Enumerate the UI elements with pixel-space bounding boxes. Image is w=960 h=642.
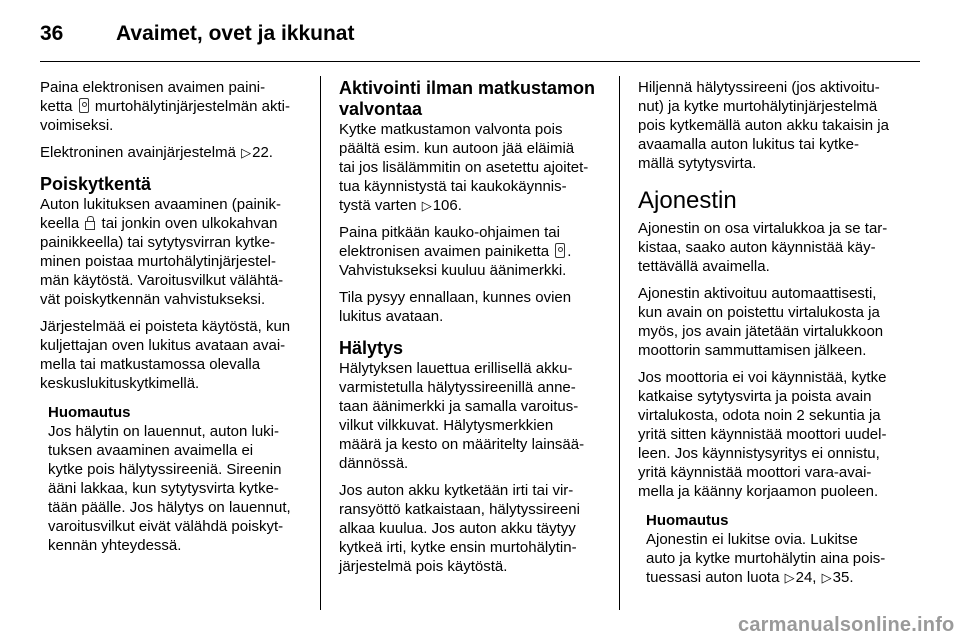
- key-button-icon: [79, 98, 89, 113]
- reference-arrow-icon: ▷: [784, 570, 795, 585]
- paragraph: Kytke matkustamon valvonta pois päältä esim. kun autoon jää eläimiä tai jos lisälämmitin on asetettu ajoitet- tua käynnistystä tai kaukokäynnis- tystä varten ▷106.: [339, 121, 589, 214]
- reference-arrow-icon: ▷: [821, 570, 832, 585]
- paragraph: Järjestelmää ei poisteta käytöstä, kun kuljettajan oven lukitus avataan avai- mella tai matkustamossa olevalla keskuslukituskytkimellä.: [40, 318, 291, 392]
- paragraph: Jos moottoria ei voi käynnistää, kytke katkaise sytytysvirta ja poista avain virtalukosta, odota noin 2 sekuntia ja yritä sitten käynnistää moottori uudel- leen. Jos käynnistysyritys ei onnistu, yritä käynnistää moottori vara-avai- mella ja käänny korjaamon puoleen.: [638, 369, 887, 500]
- chapter-heading-ajonestin: Ajonestin: [638, 187, 737, 214]
- paragraph: Paina pitkään kauko-ohjaimen tai elektronisen avaimen painiketta . Vahvistukseksi kuuluu äänimerkki.: [339, 224, 572, 279]
- section-heading-halytys: Hälytys: [339, 338, 404, 358]
- paragraph: Paina elektronisen avaimen paini- ketta murtohälytinjärjestelmän akti- voimiseksi.: [40, 79, 290, 134]
- page-reference-link[interactable]: 22.: [252, 144, 273, 161]
- column-1: [40, 78, 308, 555]
- reference-arrow-icon: ▷: [421, 198, 432, 213]
- paragraph: Elektroninen avainjärjestelmä ▷22.: [40, 144, 273, 161]
- page-reference-link[interactable]: 106.: [432, 197, 462, 214]
- watermark: carmanualsonline.info: [738, 614, 955, 636]
- lock-button-icon: [555, 243, 565, 258]
- paragraph: Hälytyksen lauettua erillisellä akku- varmistetulla hälytyssireenillä anne- taan äänimerkki ja samalla varoitus- vilkut vilkkuvat. Hälytysmerkkien määrä ja kesto on määritelty lainsää- dännössä.: [339, 360, 585, 472]
- page-header: [40, 18, 920, 50]
- note-title: Huomautus: [646, 512, 729, 529]
- header-rule: [40, 61, 920, 62]
- column-2: [339, 78, 607, 584]
- unlock-icon: [85, 221, 95, 230]
- note-title: Huomautus: [48, 404, 131, 421]
- column-divider-2: [619, 76, 620, 610]
- note-box: Huomautus Jos hälytin on lauennut, auton luki- tuksen avaaminen avaimella ei kytke pois hälytyssireeniä. Sireenin ääni lakkaa, kun sytytysvirta kytke- tään päälle. Jos hälytys on lauennut, varoitusvilkut eivät välähdä poiskyt- kennän yhteydessä.: [48, 403, 308, 555]
- paragraph: Ajonestin aktivoituu automaattisesti, kun avain on poistettu virtalukosta ja myös, jos avain jätetään virtalukkoon moottorin sammuttamisen jälkeen.: [638, 285, 884, 359]
- paragraph: Jos auton akku kytketään irti tai vir- ransyöttö katkaistaan, hälytyssireeni alkaa kuulua. Jos auton akku täytyy kytkeä irti, kytke ensin murtohälytin- järjestelmä pois käytöstä.: [339, 482, 580, 575]
- page-reference-link[interactable]: 35.: [832, 569, 854, 586]
- reference-arrow-icon: ▷: [241, 145, 252, 160]
- column-divider-1: [320, 76, 321, 610]
- paragraph: Auton lukituksen avaaminen (painik- keella tai jonkin oven ulkokahvan painikkeella) tai sytytysvirran kytke- minen poistaa murtohälytinjärjestel- män käytöstä. Varoitusvilkut välähtä- vät poiskytkennän vahvistukseksi.: [40, 196, 284, 308]
- paragraph: Tila pysyy ennallaan, kunnes ovien lukitus avataan.: [339, 289, 572, 325]
- column-3: [638, 78, 920, 587]
- page-title: Avaimet, ovet ja ikkunat: [116, 22, 355, 45]
- section-heading-poiskytkenta: Poiskytkentä: [40, 174, 152, 194]
- section-heading-aktivointi: Aktivointi ilman matkustamon valvontaa: [339, 78, 596, 119]
- paragraph: Hiljennä hälytyssireeni (jos aktivoitu- nut) ja kytke murtohälytinjärjestelmä pois kytkemällä auton akku takaisin ja avaamalla auton lukitus tai kytke- mällä sytytysvirta.: [638, 79, 889, 172]
- note-box: Huomautus Ajonestin ei lukitse ovia. Lukitse auto ja kytke murtohälytin aina pois- tuessasi auton luota ▷24, ▷35.: [646, 511, 920, 587]
- paragraph: Ajonestin on osa virtalukkoa ja se tar- kistaa, saako auton käynnistää käy- tettävällä avaimella.: [638, 220, 888, 275]
- page-number: 36: [40, 22, 64, 45]
- page-reference-link[interactable]: 24,: [795, 569, 817, 586]
